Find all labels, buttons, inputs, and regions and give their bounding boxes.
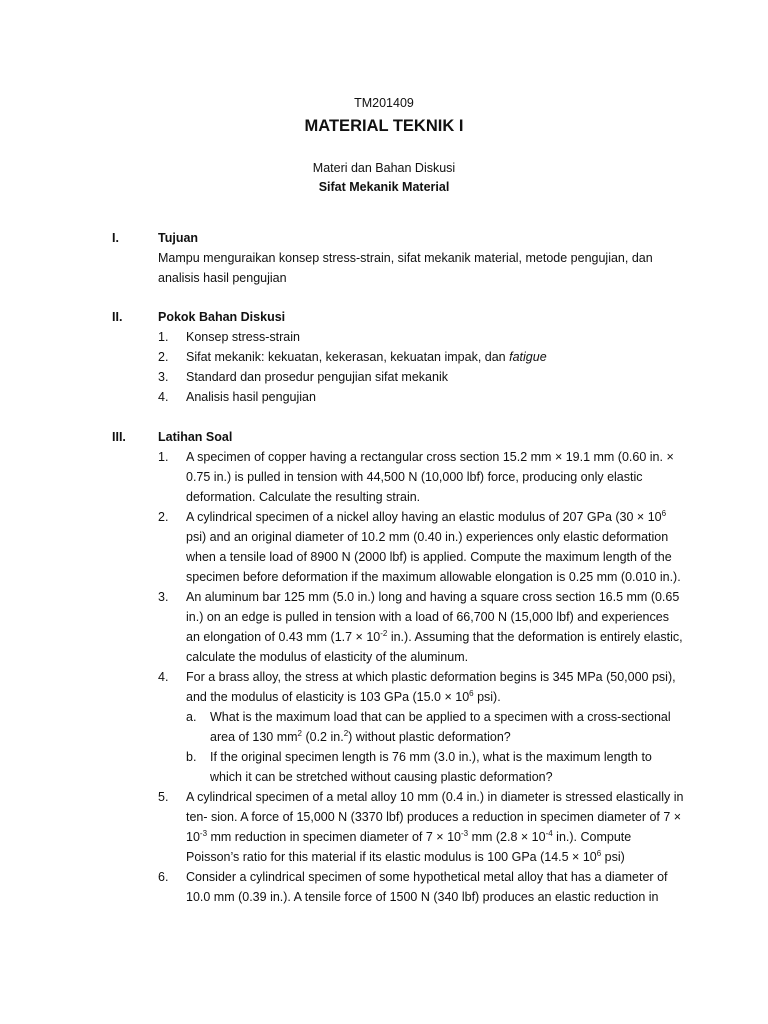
exercise-item: 4. For a brass alloy, the stress at which plastic deformation begins is 345 MPa (50,000 psi), and the modulus of elasticity is 103 GPa ($15.0 \times 10^6$ psi). a. What is the maximum load that can be applied to a specimen with a cross-sectional area of 130 $mm^2$ (0.2 in.$^2$) without plastic deformation? b. If the original specimen length is 76 mm (3.0 in.), what is the maximum length to which it can be stretched without causing plastic deformation? (158, 667, 686, 787)
topic-list (158, 327, 683, 407)
section-paragraph: Mampu menguraikan konsep stress-strain, sifat mekanik material, metode pengujian, dan analisis hasil pengujian (158, 251, 653, 285)
exercise-item: 5. A cylindrical specimen of a metal alloy 10 mm (0.4 in.) in diameter is stressed elastically in ten- sion. A force of 15,000 N (3370 lbf) produces a reduction in specimen diameter of $7 \times 10^{-3}$ mm reduction in specimen diameter of $7 \times 10^{-3}$ mm ($2.8 \times 10^{-4}$ in.). Compute Poisson’s ratio for this material if its elastic modulus is 100 GPa ($14.5 \times 10^6$ psi) (158, 790, 684, 864)
section-heading: Latihan Soal (158, 430, 233, 444)
document-subtitle: Materi dan Bahan Diskusi (312, 161, 456, 175)
document-topic: Sifat Mekanik Material (318, 180, 450, 194)
exercise-item: 3. An aluminum bar 125 mm (5.0 in.) long and having a square cross section 16.5 mm (0.65 in.) on an edge is pulled in tension with a load of 66,700 N (15,000 lbf) and experiences an elongation of 0.43 mm ($1.7 \times 10^{-2}$ in.). Assuming that the deformation is entirely elastic, calculate the modulus of elasticity of the aluminum. (158, 590, 683, 664)
section-numeral: III. (112, 430, 126, 444)
exercise-item: 2. A cylindrical specimen of a nickel alloy having an elastic modulus of 207 GPa ($30 \times 10^6$ psi) and an original diameter of 10.2 mm (0.40 in.) experiences only elastic deformation when a tensile load of 8900 N (2000 lbf) is applied. Compute the maximum length of the specimen before deformation if the maximum allowable elongation is 0.25 mm (0.010 in.). (158, 509, 681, 584)
section-numeral: I. (112, 231, 119, 245)
exercise-list (158, 447, 686, 907)
exercise-item: 6. Consider a cylindrical specimen of some hypothetical metal alloy that has a diameter of 10.0 mm (0.39 in.). A tensile force of 1500 N (340 lbf) produces an elastic reduction in (158, 870, 668, 904)
section-heading: Tujuan (158, 231, 199, 245)
exercise-item: 1. A specimen of copper having a rectangular cross section 15.2 mm × 19.1 mm (0.60 in. × 0.75 in.) is pulled in tension with 44,500 N (10,000 lbf) force, producing only elastic deformation. Calculate the resulting strain. (158, 450, 674, 504)
list-item: 1. Konsep stress-strain (158, 330, 300, 344)
course-title: MATERIAL TEKNIK I (304, 117, 464, 135)
course-code: TM201409 (354, 96, 414, 110)
sub-question-item: a. What is the maximum load that can be applied to a specimen with a cross-sectional area of 130 $mm^2$ (0.2 in.$^2$) without plastic deformation? (186, 710, 671, 744)
sub-question-item: b. If the original specimen length is 76 mm (3.0 in.), what is the maximum length to which it can be stretched without causing plastic deformation? (186, 750, 652, 784)
section-heading: Pokok Bahan Diskusi (158, 310, 286, 324)
sub-question-list (186, 707, 686, 787)
list-item: 2. Sifat mekanik: kekuatan, kekerasan, kekuatan impak, dan fatigue (158, 350, 547, 364)
list-item: 4. Analisis hasil pengujian (158, 390, 316, 404)
section-numeral: II. (112, 310, 123, 324)
list-item: 3. Standard dan prosedur pengujian sifat mekanik (158, 370, 448, 384)
